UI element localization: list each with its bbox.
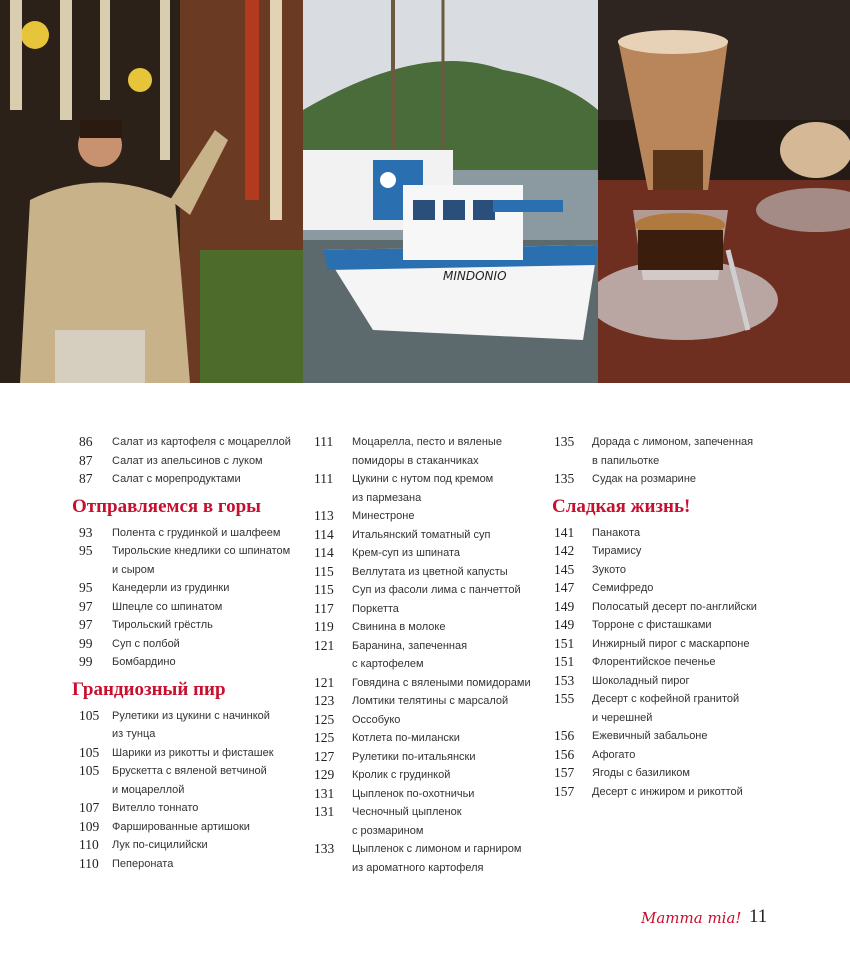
recipe-title: [592, 598, 757, 617]
page-ref: 142: [554, 543, 575, 558]
toc-entry[interactable]: [312, 470, 547, 507]
recipe-title-line: Полента с грудинкой и шалфеем: [112, 526, 281, 539]
page-ref: 129: [314, 767, 335, 782]
recipe-title: [592, 561, 626, 580]
recipe-title: [352, 785, 474, 804]
recipe-title-line: Дорада с лимоном, запеченная: [592, 436, 754, 448]
photo-strip: [0, 0, 850, 383]
page-ref: 87: [79, 471, 93, 486]
recipe-title: [112, 579, 229, 598]
page-ref: 111: [314, 434, 334, 449]
recipe-title-line: Пепероната: [112, 857, 174, 870]
page-ref: 114: [314, 526, 334, 542]
page-ref: 99: [79, 654, 93, 669]
page-ref: 135: [554, 434, 575, 449]
toc-entry[interactable]: [312, 600, 547, 619]
toc-entry[interactable]: [72, 855, 304, 874]
recipe-title-line: Салат из апельсинов с луком: [112, 454, 263, 467]
recipe-title-line: Веллутата из цветной капусты: [352, 565, 508, 578]
page-ref: 151: [554, 635, 575, 651]
recipe-title-line: Ягоды с базиликом: [592, 767, 690, 779]
recipe-title-line: Кролик с грудинкой: [352, 769, 451, 781]
toc-entry[interactable]: [72, 762, 304, 799]
page-ref: 156: [554, 746, 575, 762]
recipe-title-line: Цукини с нутом под кремом: [352, 473, 494, 485]
page-ref: 127: [314, 748, 335, 764]
recipe-title: [592, 764, 690, 783]
recipe-title-line: Минестроне: [352, 510, 415, 522]
recipe-title-line: Афогато: [592, 748, 636, 761]
recipe-title-line: Салат с морепродуктами: [112, 473, 241, 485]
recipe-title-line: Тирамису: [592, 545, 642, 557]
recipe-title: [352, 711, 400, 730]
recipe-title-line: и моцареллой: [112, 783, 185, 796]
page-ref: 87: [79, 452, 93, 468]
recipe-title: [112, 433, 291, 452]
recipe-title-line: Цыпленок по-охотничьи: [352, 787, 475, 800]
toc-entry[interactable]: [72, 452, 304, 471]
recipe-title: [592, 524, 640, 543]
toc-entry[interactable]: [312, 507, 547, 526]
toc-entry[interactable]: [312, 563, 547, 582]
page-ref: 115: [314, 563, 334, 579]
toc-entry[interactable]: [312, 803, 547, 840]
recipe-title-line: из тунца: [112, 728, 156, 740]
recipe-title: [112, 598, 222, 617]
recipe-title-line: Панакота: [592, 526, 641, 539]
page-ref: 156: [554, 728, 575, 743]
recipe-title-line: Крем-суп из шпината: [352, 547, 461, 559]
recipe-title: [352, 600, 399, 619]
toc-entry[interactable]: [552, 653, 802, 672]
recipe-title: [352, 748, 476, 767]
recipe-title: [352, 840, 521, 877]
section-heading: Отправляемся в горы: [72, 495, 261, 517]
section-heading: Грандиозный пир: [72, 678, 226, 700]
recipe-title: [112, 836, 208, 855]
page-ref: 97: [79, 598, 93, 614]
toc-entry[interactable]: [552, 672, 802, 691]
recipe-title: [112, 818, 250, 837]
toc-entry[interactable]: [312, 637, 547, 674]
page-ref: 131: [314, 804, 335, 819]
recipe-title-line: и черешней: [592, 711, 653, 724]
toc-entry[interactable]: [552, 542, 802, 561]
recipe-title: [592, 433, 753, 470]
toc-entry[interactable]: [312, 692, 547, 711]
recipe-title-line: Оссобуко: [352, 713, 401, 726]
recipe-title-line: Котлета по-милански: [352, 732, 460, 744]
harbor-boats-photo: [303, 0, 598, 383]
recipe-title-line: Итальянский томатный суп: [352, 528, 491, 541]
toc-entry[interactable]: [72, 836, 304, 855]
recipe-title: [592, 579, 653, 598]
recipe-title: [592, 470, 696, 489]
recipe-title-line: Лук по-сицилийски: [112, 839, 208, 851]
recipe-title-line: Брускетта с вяленой ветчиной: [112, 765, 267, 777]
page-ref: 99: [79, 635, 93, 651]
toc-column-1: [72, 433, 304, 873]
recipe-title: [352, 618, 445, 637]
page-ref: 110: [79, 855, 99, 871]
toc-entry[interactable]: [552, 727, 802, 746]
recipe-title-line: Десерт с инжиром и рикоттой: [592, 785, 743, 798]
recipe-title-line: Шоколадный пирог: [592, 674, 690, 687]
page-ref: 97: [79, 617, 93, 632]
recipe-title: [112, 653, 176, 672]
page-ref: 157: [554, 783, 575, 799]
recipe-title: [352, 544, 460, 563]
page-number: 11: [749, 906, 768, 927]
page-ref: 107: [79, 800, 100, 815]
recipe-title-line: Шарики из рикотты и фисташек: [112, 746, 274, 759]
toc-entry[interactable]: [312, 618, 547, 637]
recipe-title-line: Баранина, запеченная: [352, 639, 468, 652]
page-ref: 141: [554, 524, 575, 540]
toc-entry[interactable]: [552, 524, 802, 543]
recipe-title: [112, 616, 213, 635]
recipe-title-line: Десерт с кофейной гранитой: [592, 693, 740, 705]
recipe-title-line: Рулетики по-итальянски: [352, 750, 476, 763]
toc-entry[interactable]: [72, 818, 304, 837]
recipe-title-line: Суп из фасоли лима с панчеттой: [352, 584, 521, 596]
toc-entry[interactable]: [72, 542, 304, 579]
recipe-title-line: Тирольские кнедлики со шпинатом: [112, 545, 291, 557]
page-ref: 149: [554, 617, 575, 632]
recipe-title-line: из пармезана: [352, 491, 422, 504]
recipe-title: [112, 452, 263, 471]
recipe-title: [112, 707, 270, 744]
page-ref: 125: [314, 711, 335, 727]
toc-entry[interactable]: [312, 785, 547, 804]
toc-entry[interactable]: [72, 433, 304, 452]
toc-entry[interactable]: [552, 433, 802, 470]
page-ref: 145: [554, 561, 575, 577]
recipe-title-line: Канедерли из грудинки: [112, 582, 230, 594]
recipe-title: [352, 563, 508, 582]
toc-entry[interactable]: [552, 635, 802, 654]
boat-name-text: MINDONIO: [443, 269, 507, 283]
section-heading: Сладкая жизнь!: [552, 495, 691, 517]
recipe-title: [592, 616, 712, 635]
recipe-title: [352, 766, 450, 785]
recipe-title-line: Полосатый десерт по-английски: [592, 600, 757, 613]
coffee-cups-photo: [598, 0, 850, 383]
page-ref: 115: [314, 582, 334, 597]
recipe-title: [352, 581, 521, 600]
recipe-title-line: Вителло тоннато: [112, 802, 199, 814]
toc-entry[interactable]: [72, 653, 304, 672]
page-ref: 110: [79, 837, 99, 852]
recipe-title: [112, 744, 274, 763]
toc-entry[interactable]: [312, 674, 547, 693]
recipe-title-line: Семифредо: [592, 582, 654, 594]
recipe-title-line: с картофелем: [352, 658, 424, 670]
page-ref: 105: [79, 763, 100, 778]
page-ref: 119: [314, 619, 334, 634]
recipe-title: [352, 803, 462, 840]
toc-entry[interactable]: [552, 746, 802, 765]
recipe-title: [352, 433, 502, 470]
recipe-title: [592, 783, 743, 802]
recipe-title-line: из ароматного картофеля: [352, 861, 484, 874]
page-ref: 133: [314, 841, 335, 856]
recipe-title-line: Говядина с вялеными помидорами: [352, 676, 531, 689]
recipe-title: [112, 470, 241, 489]
recipe-title-line: Поркетта: [352, 602, 399, 615]
page-ref: 125: [314, 730, 335, 745]
page-ref: 147: [554, 580, 575, 595]
recipe-title-line: Цыпленок с лимоном и гарниром: [352, 843, 522, 855]
toc-entry[interactable]: [312, 711, 547, 730]
recipe-title: [352, 507, 414, 526]
recipe-title-line: Инжирный пирог с маскарпоне: [592, 637, 750, 650]
toc-entry[interactable]: [72, 524, 304, 543]
toc-entry[interactable]: [312, 526, 547, 545]
toc-entry[interactable]: [72, 598, 304, 617]
recipe-title-line: Флорентийское печенье: [592, 656, 716, 668]
recipe-title: [112, 542, 290, 579]
page-ref: 86: [79, 434, 93, 449]
recipe-title: [112, 855, 173, 874]
page-ref: 153: [554, 672, 575, 688]
toc-entry[interactable]: [72, 635, 304, 654]
recipe-title: [592, 727, 708, 746]
page-ref: 105: [79, 744, 100, 760]
page-ref: 105: [79, 707, 100, 723]
toc-entry[interactable]: [552, 561, 802, 580]
toc-entry[interactable]: [312, 766, 547, 785]
page-ref: 157: [554, 765, 575, 780]
toc-entry[interactable]: [312, 433, 547, 470]
recipe-title: [592, 690, 739, 727]
recipe-title-line: Суп с полбой: [112, 637, 180, 650]
recipe-title-line: Ежевичный забальоне: [592, 730, 708, 742]
toc-entry[interactable]: [552, 690, 802, 727]
page-ref: 95: [79, 580, 93, 595]
toc-column-2: [312, 433, 547, 877]
recipe-title: [592, 542, 641, 561]
recipe-title-line: Салат из картофеля с моцареллой: [112, 436, 291, 448]
recipe-title-line: Зукото: [592, 563, 626, 576]
page-ref: 114: [314, 545, 334, 560]
recipe-title: [112, 762, 267, 799]
recipe-title-line: Судак на розмарине: [592, 473, 697, 485]
page-ref: 95: [79, 543, 93, 558]
page-ref: 155: [554, 691, 575, 706]
recipe-title-line: Торроне с фисташками: [592, 619, 712, 631]
recipe-title-line: Шпецле со шпинатом: [112, 600, 223, 613]
recipe-title: [352, 729, 460, 748]
page-ref: 113: [314, 508, 334, 523]
recipe-title-line: в папильотке: [592, 454, 660, 467]
recipe-title: [112, 799, 198, 818]
toc-entry[interactable]: [72, 744, 304, 763]
recipe-title: [352, 470, 493, 507]
recipe-title-line: с розмарином: [352, 824, 424, 837]
toc-entry[interactable]: [312, 729, 547, 748]
recipe-title: [112, 635, 180, 654]
page-ref: 121: [314, 637, 335, 653]
market-vendor-photo: [0, 0, 303, 383]
recipe-title: [352, 692, 508, 711]
toc-entry[interactable]: [312, 748, 547, 767]
page-ref: 123: [314, 693, 335, 708]
recipe-title-line: Бомбардино: [112, 656, 176, 668]
recipe-title-line: Свинина в молоке: [352, 621, 446, 633]
toc-entry[interactable]: [552, 616, 802, 635]
toc-entry[interactable]: [72, 707, 304, 744]
toc-entry[interactable]: [72, 616, 304, 635]
page-ref: 131: [314, 785, 335, 801]
recipe-title: [352, 674, 531, 693]
recipe-title: [112, 524, 280, 543]
recipe-title-line: Фаршированные артишоки: [112, 820, 250, 833]
recipe-title-line: Моцарелла, песто и вяленые: [352, 436, 502, 448]
toc-entry[interactable]: [72, 470, 304, 489]
recipe-title-line: и сыром: [112, 563, 155, 576]
recipe-title: [592, 746, 635, 765]
toc-column-3: [552, 433, 802, 801]
toc-entry[interactable]: [72, 579, 304, 598]
page-ref: 151: [554, 654, 575, 669]
page-ref: 111: [314, 471, 334, 486]
recipe-title: [592, 635, 749, 654]
toc-entry[interactable]: [552, 579, 802, 598]
toc-entry[interactable]: [552, 470, 802, 489]
recipe-title-line: Чесночный цыпленок: [352, 806, 462, 818]
toc-entry[interactable]: [312, 581, 547, 600]
page-ref: 93: [79, 524, 93, 540]
page-ref: 135: [554, 471, 575, 486]
toc-entry[interactable]: [552, 783, 802, 802]
recipe-title-line: помидоры в стаканчиках: [352, 454, 479, 467]
toc-entry[interactable]: [312, 840, 547, 877]
page-ref: 149: [554, 598, 575, 614]
toc-entry[interactable]: [72, 799, 304, 818]
recipe-title: [592, 653, 716, 672]
toc-entry[interactable]: [552, 598, 802, 617]
recipe-title-line: Ломтики телятины с марсалой: [352, 695, 509, 707]
page-ref: 109: [79, 818, 100, 834]
book-title-logo: Mamma mia!: [641, 909, 742, 927]
toc-entry[interactable]: [312, 544, 547, 563]
recipe-title: [352, 526, 490, 545]
recipe-title-line: Рулетики из цукини с начинкой: [112, 709, 270, 722]
recipe-title-line: Тирольский грёстль: [112, 619, 213, 631]
page-ref: 117: [314, 600, 334, 616]
toc-entry[interactable]: [552, 764, 802, 783]
recipe-title: [352, 637, 467, 674]
recipe-title: [592, 672, 690, 691]
page-ref: 121: [314, 674, 335, 690]
